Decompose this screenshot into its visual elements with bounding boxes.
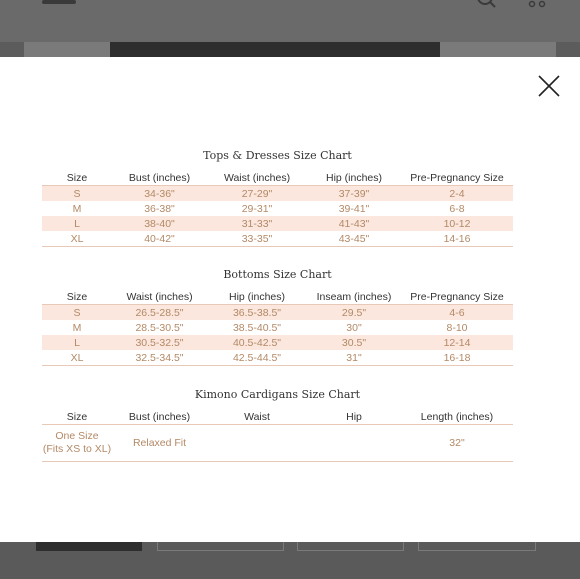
column-header: Size — [42, 409, 112, 425]
table-cell: 41-43" — [307, 216, 401, 231]
column-header: Inseam (inches) — [307, 289, 401, 305]
table-cell: 38-40" — [112, 216, 207, 231]
column-header: Bust (inches) — [112, 409, 207, 425]
table-cell: 40.5-42.5" — [207, 335, 307, 350]
table-cell: 16-18 — [401, 350, 513, 366]
table-cell: 10-12 — [401, 216, 513, 231]
table-cell: M — [72, 202, 82, 215]
table-cell: 29-31" — [241, 202, 273, 215]
table-cell: 31" — [307, 350, 401, 366]
column-header: Hip (inches) — [307, 170, 401, 186]
table-cell: 28.5-30.5" — [135, 321, 184, 334]
column-header: Bust (inches) — [112, 170, 207, 186]
table-cell: S — [42, 186, 112, 202]
table-cell: Relaxed Fit — [112, 425, 207, 462]
column-header: Size — [42, 170, 112, 186]
cart-icon[interactable] — [526, 0, 548, 8]
table-cell: 37-39" — [307, 186, 401, 202]
column-header: Pre-Pregnancy Size — [401, 170, 513, 186]
table-row — [42, 186, 513, 202]
table-row — [42, 231, 513, 247]
table-cell: 29.5" — [307, 305, 401, 321]
column-header: Hip (inches) — [207, 289, 307, 305]
column-header: Hip — [307, 409, 401, 425]
table-row — [42, 305, 513, 321]
table-cell: 34-36" — [112, 186, 207, 202]
kimono-chart-title: Kimono Cardigans Size Chart — [194, 388, 361, 401]
table-cell: 2-4 — [401, 186, 513, 202]
table-cell: 39-41" — [338, 202, 370, 215]
table-cell: XL — [42, 350, 112, 366]
table-cell: L — [42, 216, 112, 231]
table-cell: S — [42, 305, 112, 321]
column-header: Waist (inches) — [207, 170, 307, 186]
table-cell: 32.5-34.5" — [112, 350, 207, 366]
tops-size-table — [42, 170, 513, 247]
table-header-row — [42, 409, 513, 425]
table-cell — [307, 425, 401, 462]
bottoms-size-table — [42, 289, 513, 366]
background-button — [36, 542, 142, 551]
table-cell: 43-45" — [307, 231, 401, 247]
column-header: Waist (inches) — [112, 289, 207, 305]
table-cell: 8-10 — [446, 321, 468, 334]
hamburger-icon[interactable] — [42, 0, 76, 4]
kimono-size-table — [42, 409, 513, 462]
table-row — [42, 335, 513, 350]
column-header: Size — [42, 289, 112, 305]
table-cell: 31-33" — [207, 216, 307, 231]
table-cell: 4-6 — [401, 305, 513, 321]
table-cell: M — [72, 321, 82, 334]
background-header — [0, 0, 580, 42]
column-header: Waist — [207, 409, 307, 425]
column-header: Pre-Pregnancy Size — [401, 289, 513, 305]
table-cell: 36-38" — [144, 202, 175, 215]
table-header-row — [42, 170, 513, 186]
size-line: One Size — [55, 430, 99, 442]
table-header-row — [42, 289, 513, 305]
table-row — [42, 425, 513, 462]
table-cell: 26.5-28.5" — [112, 305, 207, 321]
bottoms-chart-title: Bottoms Size Chart — [223, 268, 332, 281]
table-cell: 12-14 — [401, 335, 513, 350]
table-cell: 30.5-32.5" — [112, 335, 207, 350]
background-button — [297, 542, 404, 551]
background-button — [157, 542, 284, 551]
column-header: Length (inches) — [401, 409, 513, 425]
table-row — [42, 201, 513, 216]
table-cell: 40-42" — [112, 231, 207, 247]
table-row — [42, 216, 513, 231]
table-cell: 42.5-44.5" — [207, 350, 307, 366]
table-row — [42, 320, 513, 335]
table-cell: 32" — [401, 425, 513, 462]
table-cell — [42, 425, 112, 462]
search-icon[interactable] — [476, 0, 496, 8]
table-cell: 30" — [346, 321, 362, 334]
close-icon[interactable] — [536, 73, 562, 99]
size-chart-modal — [0, 57, 580, 542]
tops-chart-title: Tops & Dresses Size Chart — [203, 149, 352, 162]
table-cell — [207, 425, 307, 462]
size-line: (Fits XS to XL) — [42, 443, 112, 455]
table-cell: 6-8 — [449, 202, 465, 215]
table-cell: XL — [42, 231, 112, 247]
table-cell: 14-16 — [401, 231, 513, 247]
table-cell: 27-29" — [207, 186, 307, 202]
table-cell: L — [42, 335, 112, 350]
table-cell: 30.5" — [307, 335, 401, 350]
table-cell: 33-35" — [207, 231, 307, 247]
background-button — [418, 542, 536, 551]
table-row — [42, 350, 513, 366]
background-footer — [0, 542, 580, 579]
table-cell: 38.5-40.5" — [232, 321, 282, 334]
table-cell: 36.5-38.5" — [207, 305, 307, 321]
